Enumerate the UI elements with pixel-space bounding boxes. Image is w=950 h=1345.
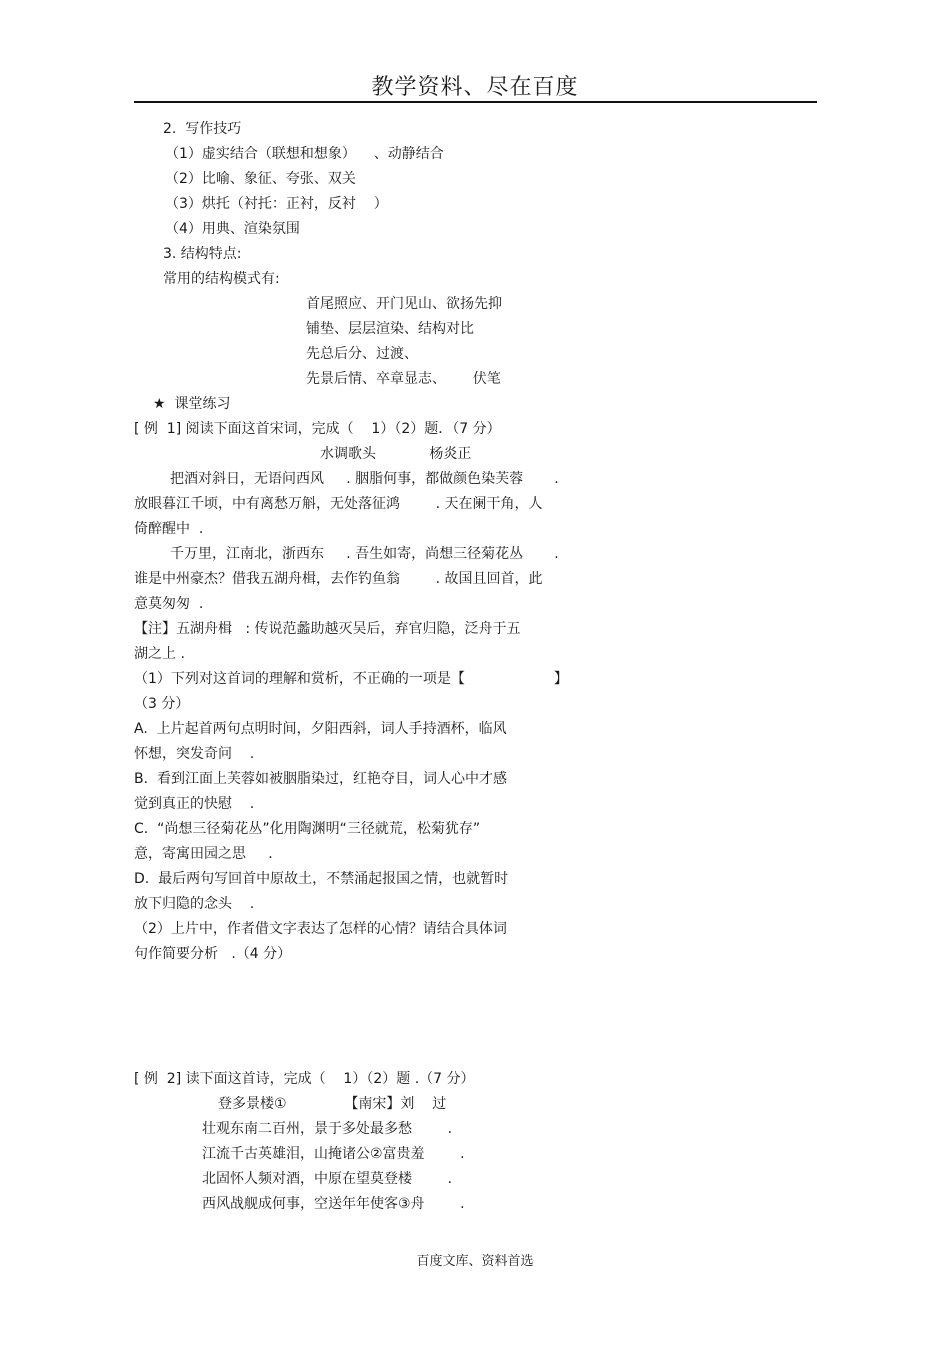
text-line: 首尾照应、开门见山、欲扬先抑 [306,296,502,312]
text-line: 先总后分、过渡、 [306,346,418,362]
option-c: C. “尚想三径菊花丛”化用陶渊明“三径就荒，松菊犹存” [134,821,481,837]
example-1-heading: [ 例 1] 阅读下面这首宋词，完成（ 1）（2）题．（7 分） [134,421,501,437]
poem-line: 江流千古英雄泪，山掩诸公②富贵羞 . [202,1146,465,1162]
poem-line: 倚醉醒中 . [134,521,204,537]
text-line: 铺垫、层层渲染、结构对比 [306,321,474,337]
poem-line: 千万里，江南北，浙西东 . 吾生如寄，尚想三径菊花丛 . [170,546,559,562]
poem-line: 壮观东南二百州，景于多处最多愁 . [202,1121,453,1137]
text-line: （4）用典、渲染氛围 [165,221,300,237]
page-footer: 百度文库、资料首选 [416,1254,534,1269]
option-b: B. 看到江面上芙蓉如被胭脂染过，红艳夺目，词人心中才感 [134,771,507,787]
poem-title-author: 登多景楼① 【南宋】刘 过 [218,1096,447,1112]
text-line: （3）烘托（衬托：正衬，反衬 ） [165,196,388,212]
section-heading-writing-skills: 2. 写作技巧 [163,121,242,137]
option-d: 放下归隐的念头 . [134,896,255,912]
question-2: 句作简要分析 .（4 分） [134,946,292,962]
poem-line: 谁是中州豪杰？借我五湖舟楫，去作钓鱼翁 . 故国且回首，此 [134,571,543,587]
option-a: 怀想，突发奇问 . [134,746,255,762]
header-divider [134,101,817,103]
poem-line: 放眼暮江千顷，中有离愁万斛，无处落征鸿 . 天在阑干角，人 [134,496,543,512]
section-heading-practice: ★ 课堂练习 [153,396,231,412]
question-1-score: （3 分） [134,696,190,712]
poem-line: 北固怀人频对酒，中原在望莫登楼 . [202,1171,453,1187]
poem-line: 意莫匆匆 . [134,596,204,612]
poem-line: 把酒对斜日，无语问西风 . 胭脂何事，都做颜色染芙蓉 . [170,471,559,487]
poem-title-author: 水调歌头 杨炎正 [320,446,472,462]
text-line: 先景后情、卒章显志、 伏笔 [306,371,501,387]
option-d: D. 最后两句写回首中原故土，不禁涌起报国之情，也就暂时 [134,871,509,887]
text-line: （2）比喻、象征、夸张、双关 [165,171,356,187]
page-header-title: 教学资料、尽在百度 [371,75,579,100]
section-heading-structure: 3. 结构特点: [163,246,242,262]
poem-line: 西风战舰成何事，空送年年使客③舟 . [202,1196,465,1212]
option-c: 意，寄寓田园之思 . [134,846,273,862]
question-1: （1）下列对这首词的理解和赏析，不正确的一项是【 】 [134,671,568,687]
text-line: 常用的结构模式有: [163,271,280,287]
example-2-heading: [ 例 2] 读下面这首诗，完成（ 1）（2）题 .（7 分） [134,1071,475,1087]
note-line: 湖之上 . [134,646,185,662]
text-line: （1）虚实结合（联想和想象） 、动静结合 [165,146,444,162]
question-2: （2）上片中，作者借文字表达了怎样的心情？请结合具体词 [134,921,507,937]
note-line: 【注】五湖舟楫 : 传说范蠡助越灭吴后，弃官归隐，泛舟于五 [134,621,521,637]
option-b: 觉到真正的快慰 . [134,796,255,812]
option-a: A. 上片起首两句点明时间，夕阳西斜，词人手持酒杯，临风 [134,721,507,737]
